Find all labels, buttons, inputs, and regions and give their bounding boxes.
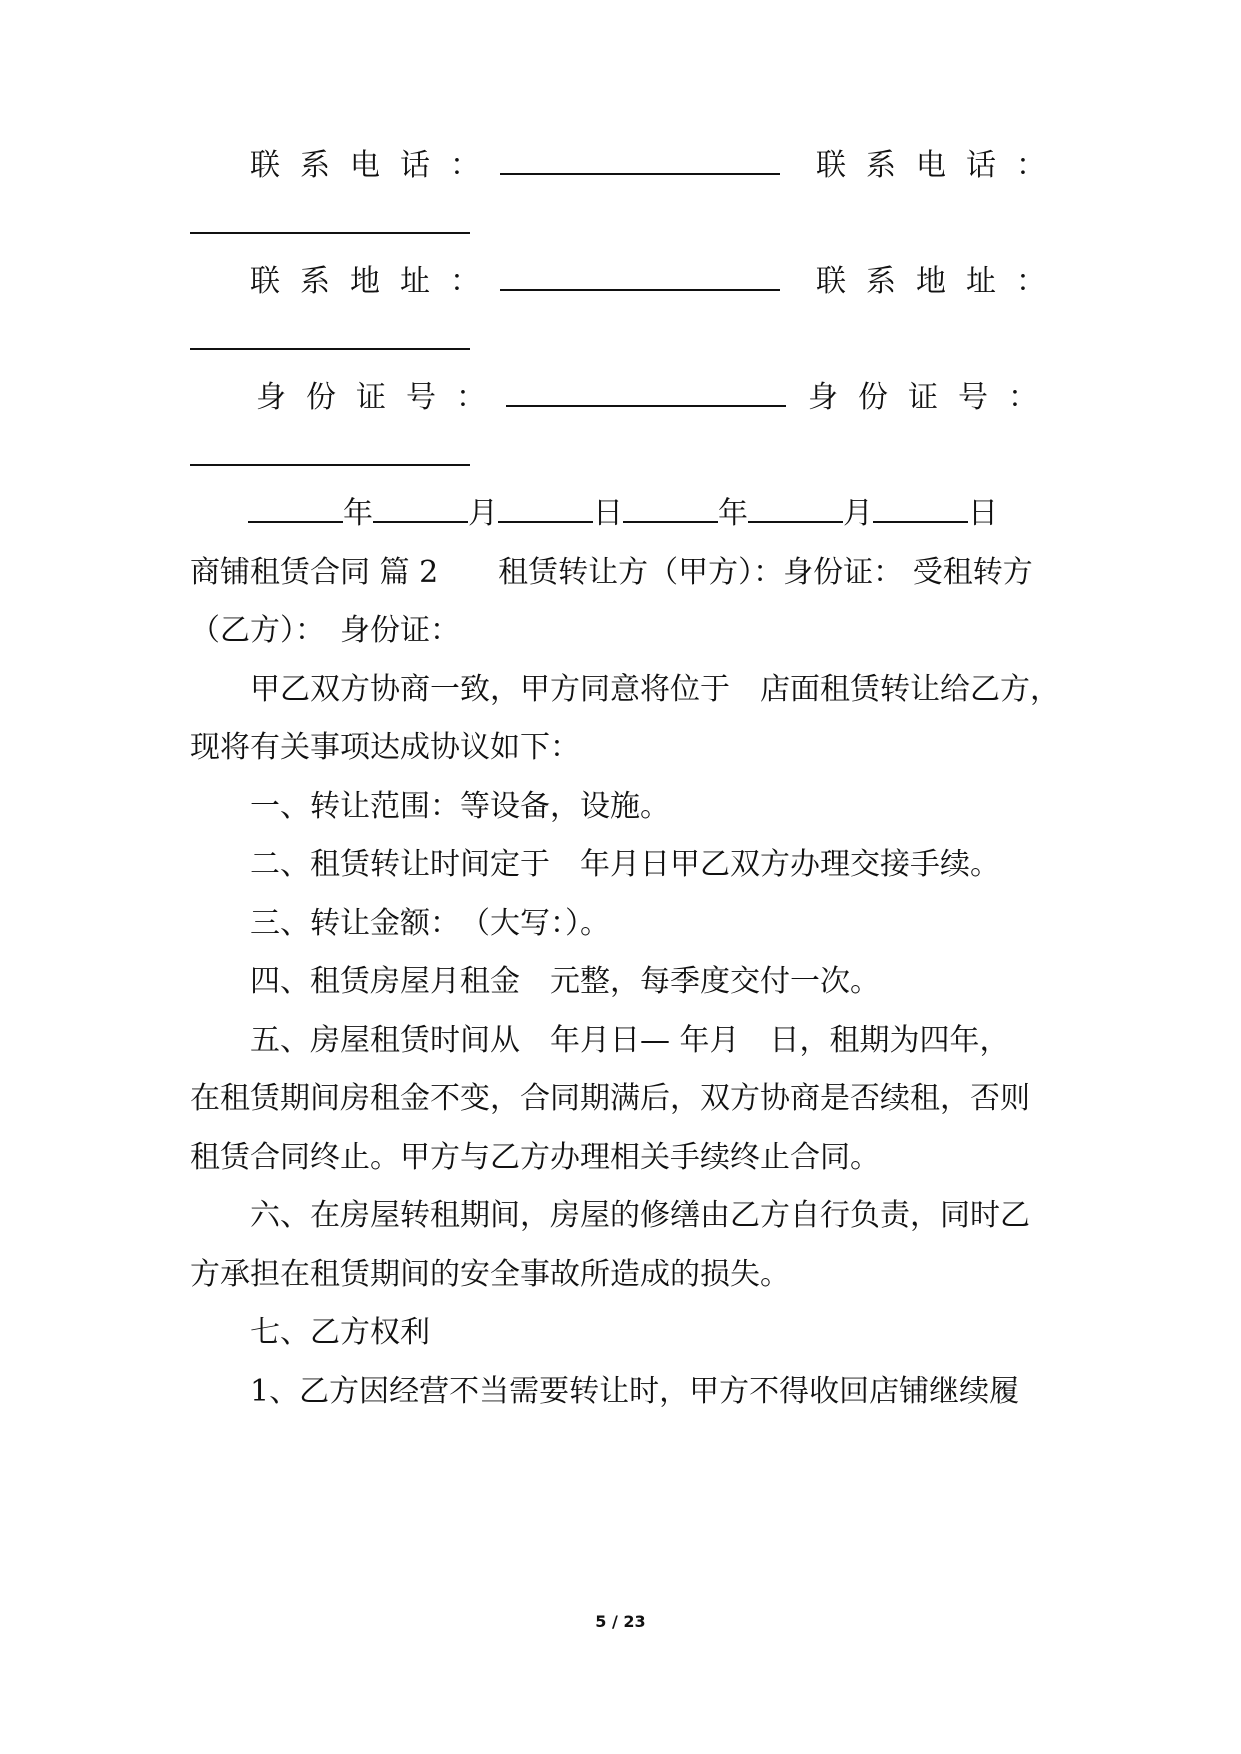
intro-paragraph-line-2: 现将有关事项达成协议如下： (190, 730, 580, 765)
phone-blank-party-b (190, 206, 470, 234)
month-blank-a (373, 495, 468, 523)
month-blank-b (748, 495, 843, 523)
day-blank-a (498, 495, 593, 523)
phone-label-party-b: 联系电话： (816, 148, 1066, 183)
address-row (190, 262, 1066, 302)
clause-1: 一、转让范围：等设备，设施。 (250, 789, 670, 824)
year-blank-a (248, 495, 343, 523)
clause-2: 二、租赁转让时间定于 年月日甲乙双方办理交接手续。 (250, 847, 1000, 882)
address-continuation (190, 321, 1060, 361)
day-label-a: 日 (593, 496, 623, 531)
clause-4: 四、租赁房屋月租金 元整，每季度交付一次。 (250, 964, 880, 999)
month-label-b: 月 (843, 496, 873, 531)
section-title-line-2: （乙方）： 身份证： (190, 613, 460, 648)
intro-paragraph-line-1: 甲乙双方协商一致，甲方同意将位于 店面租赁转让给乙方， (250, 672, 1060, 707)
clause-7-heading: 七、乙方权利 (250, 1315, 430, 1350)
section-title-line: 商铺租赁合同 篇 2 租赁转让方（甲方）：身份证： 受租转方 (190, 555, 1033, 590)
id-blank-party-a (506, 379, 786, 407)
day-label-b: 日 (968, 496, 998, 531)
id-label-party-a: 身份证号： (256, 380, 506, 415)
id-continuation (190, 437, 1060, 477)
month-label-a: 月 (468, 496, 498, 531)
id-row (190, 378, 1060, 418)
clause-5-line-1: 五、房屋租赁时间从 年月日— 年月 日，租期为四年， (250, 1023, 1010, 1058)
clause-7-item-1: 1、乙方因经营不当需要转让时，甲方不得收回店铺继续履 (250, 1374, 1020, 1409)
clause-6-line-2: 方承担在租赁期间的安全事故所造成的损失。 (190, 1257, 790, 1292)
clause-5-line-2: 在租赁期间房租金不变，合同期满后，双方协商是否续租，否则 (190, 1081, 1030, 1116)
address-blank-party-b (190, 322, 470, 350)
page-number: 5 / 23 (595, 1612, 646, 1631)
phone-continuation (190, 205, 1060, 245)
phone-row (190, 146, 1066, 186)
phone-label-party-a: 联系电话： (250, 148, 500, 183)
year-label-a: 年 (343, 496, 373, 531)
day-blank-b (873, 495, 968, 523)
year-label-b: 年 (718, 496, 748, 531)
address-label-party-b: 联系地址： (816, 264, 1066, 299)
id-blank-party-b (190, 438, 470, 466)
address-label-party-a: 联系地址： (250, 264, 500, 299)
clause-6-line-1: 六、在房屋转租期间，房屋的修缮由乙方自行负责，同时乙 (250, 1198, 1030, 1233)
address-blank-party-a (500, 263, 780, 291)
phone-blank-party-a (500, 147, 780, 175)
clause-3: 三、转让金额： （大写：）。 (250, 906, 610, 941)
id-label-party-b: 身份证号： (808, 380, 1058, 415)
clause-5-line-3: 租赁合同终止。甲方与乙方办理相关手续终止合同。 (190, 1140, 880, 1175)
year-blank-b (623, 495, 718, 523)
date-row (190, 494, 1060, 534)
